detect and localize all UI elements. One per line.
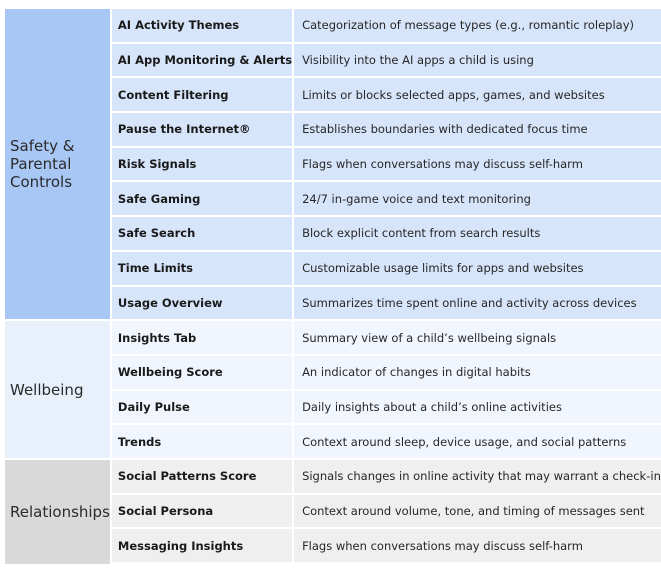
category-relationships [5,460,112,564]
feature-name: Safe Gaming [112,182,294,217]
feature-name: Social Patterns Score [112,460,294,495]
feature-name: Insights Tab [112,321,294,356]
feature-description: Context around sleep, device usage, and social patterns [294,425,661,460]
feature-description: Categorization of message types (e.g., romantic roleplay) [294,9,661,44]
feature-description: Flags when conversations may discuss self-harm [294,148,661,183]
category-label-line: Parental Controls [10,155,73,192]
table-row [5,321,661,356]
category-label-line: Relationships [10,502,110,521]
category-label-line: Wellbeing [10,380,84,399]
feature-description: Signals changes in online activity that may warrant a check-in [294,460,661,495]
feature-name: Wellbeing Score [112,356,294,391]
category-wellbeing [5,321,112,460]
feature-name: Risk Signals [112,148,294,183]
feature-description: Flags when conversations may discuss self-harm [294,529,661,564]
feature-name: Pause the Internet® [112,113,294,148]
feature-name: Trends [112,425,294,460]
feature-description: Visibility into the AI apps a child is using [294,44,661,79]
feature-table-body [5,9,661,564]
feature-name: Safe Search [112,217,294,252]
feature-name: AI Activity Themes [112,9,294,44]
feature-name: AI App Monitoring & Alerts [112,44,294,79]
feature-description: An indicator of changes in digital habits [294,356,661,391]
feature-name: Usage Overview [112,287,294,322]
category-safety-parental-controls [5,9,112,321]
feature-description: Limits or blocks selected apps, games, and websites [294,78,661,113]
feature-description: Daily insights about a child’s online activities [294,391,661,426]
feature-description: Context around volume, tone, and timing of messages sent [294,495,661,530]
category-label-line: Safety & [10,137,75,156]
feature-name: Time Limits [112,252,294,287]
feature-name: Messaging Insights [112,529,294,564]
feature-description: Summarizes time spent online and activity across devices [294,287,661,322]
feature-table [5,9,661,564]
feature-description: Block explicit content from search results [294,217,661,252]
feature-name: Content Filtering [112,78,294,113]
feature-description: Establishes boundaries with dedicated focus time [294,113,661,148]
feature-description: Summary view of a child’s wellbeing signals [294,321,661,356]
feature-description: Customizable usage limits for apps and websites [294,252,661,287]
feature-description: 24/7 in-game voice and text monitoring [294,182,661,217]
feature-name: Daily Pulse [112,391,294,426]
table-row [5,460,661,495]
feature-name: Social Persona [112,495,294,530]
table-row [5,9,661,44]
